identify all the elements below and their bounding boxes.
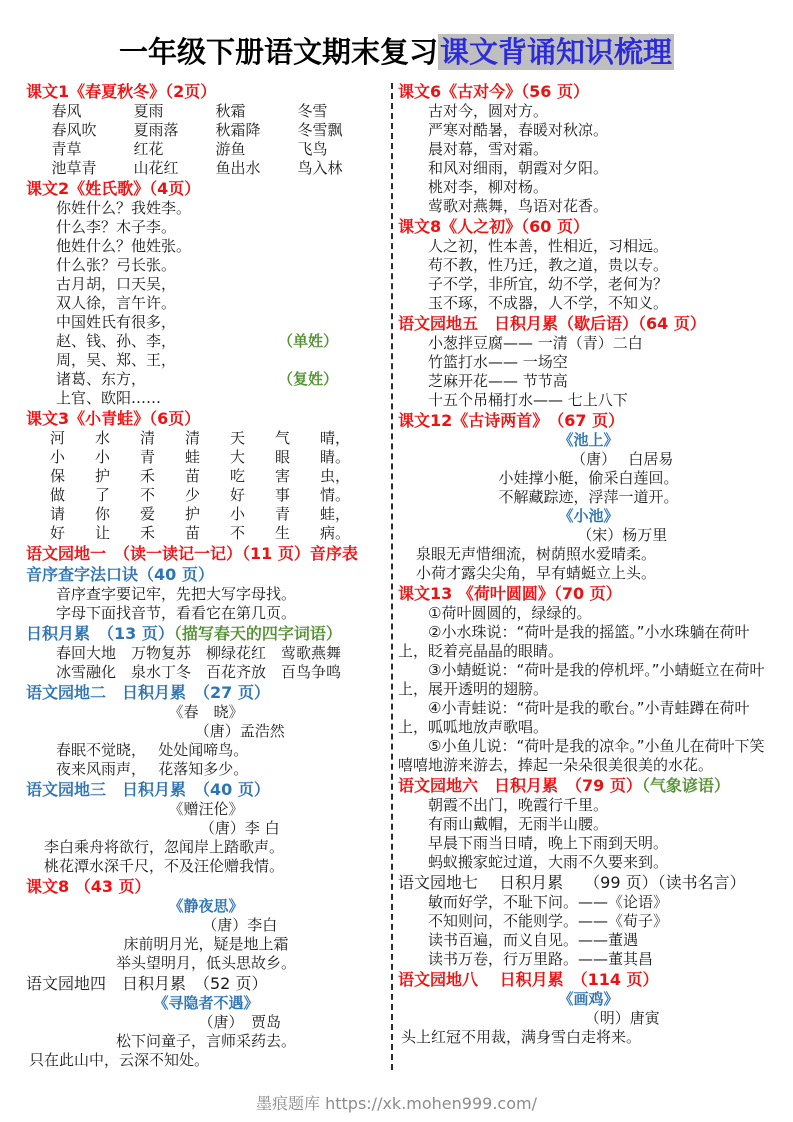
word-cell: 眼 [275, 448, 291, 466]
section-heading-text: （气象谚语） [641, 776, 730, 795]
word-grid-row [26, 159, 386, 178]
word-cell: 青 [275, 505, 291, 523]
word-cell: 清 [185, 429, 201, 447]
word-cell: 小 [50, 448, 66, 466]
section-heading [398, 410, 779, 431]
text-line: ②小水珠说：“荷叶是我的摇篮。”小水珠躺在荷叶上，眨着亮晶晶的眼睛。 [398, 623, 750, 660]
section-heading [398, 216, 779, 237]
text-line: 《画鸡》 [558, 990, 619, 1008]
section-heading [398, 872, 779, 893]
column-right [398, 81, 779, 1070]
section-heading [398, 583, 779, 604]
word-cell: 蛙， [320, 505, 351, 523]
text-line: 《赠汪伦》 [168, 800, 244, 818]
section-heading-text: 课文2《姓氏歌》（4页） [26, 179, 201, 198]
text-line: 小娃撑小艇，偷采白莲回。 [498, 469, 679, 487]
section-heading [26, 682, 386, 703]
word-cell: 红花 [133, 140, 164, 158]
section-heading [26, 178, 386, 199]
word-cell: 不 [230, 524, 246, 542]
watermark-footer: 墨痕题库 https://xk.mohen999.com/ [256, 1094, 537, 1113]
word-cell: 苗 [185, 524, 201, 542]
word-cell: 青 [140, 448, 156, 466]
word-cell: 清 [140, 429, 156, 447]
section [398, 775, 779, 872]
section [26, 564, 386, 623]
word-cell: 好 [50, 524, 66, 542]
two-column-layout [0, 81, 793, 1070]
text-line: ④小青蛙说：“荷叶是我的歌台。”小青蛙蹲在荷叶上，呱呱地放声歌唱。 [398, 699, 750, 736]
section-heading [398, 775, 779, 796]
section [26, 779, 386, 876]
page-title [0, 30, 793, 71]
section [26, 408, 386, 543]
word-cell: 天 [230, 429, 246, 447]
text-line: 晨对幕，雪对霜。 [428, 140, 549, 158]
section-heading-text: 课文8 （43 页） [26, 877, 151, 896]
word-grid-row [26, 448, 386, 467]
text-line: 芝麻开花—— 节节高 [428, 372, 568, 390]
text-line: （唐） 白居易 [571, 450, 674, 468]
section-heading-text: 语文园地三 日积月累 （40 页） [26, 780, 270, 799]
word-cell: 晴， [320, 429, 351, 447]
text-line: 音序查字要记牢，先把大写字母找。 [56, 585, 297, 603]
text-line: （唐） 贾岛 [198, 1013, 281, 1031]
word-cell: 睛。 [320, 448, 351, 466]
text-line: 什么张？弓长张。 [56, 256, 177, 274]
text-line: 松下问童子，言师采药去。 [115, 1032, 296, 1050]
word-cell: 蛙 [185, 448, 201, 466]
word-cell: 小 [95, 448, 111, 466]
text-line: 古对今，圆对方。 [428, 102, 549, 120]
text-line: 冰雪融化 泉水丁冬 百花齐放 百鸟争鸣 [56, 663, 342, 681]
section-heading-text: 课文12《古诗两首》 （67 页） [398, 411, 625, 430]
word-cell: 苗 [185, 467, 201, 485]
section [26, 682, 386, 779]
word-cell: 禾 [140, 467, 156, 485]
text-line: 读书百遍，而义自见。——董遇 [428, 931, 639, 949]
text-line: 子不学，非所宜，幼不学，老何为？ [428, 275, 669, 293]
text-line: 蚂蚁搬家蛇过道，大雨不久要来到。 [428, 853, 669, 871]
section-heading-text: 语文园地七 日积月累 （99 页）（读书名言） [398, 873, 746, 892]
word-cell: 保 [50, 467, 66, 485]
word-grid-row [26, 121, 386, 140]
text-line: （唐）李白 [202, 916, 278, 934]
word-cell: 护 [185, 505, 201, 523]
section [398, 872, 779, 969]
word-cell: 虫， [320, 467, 351, 485]
text-line: 早晨下雨当日晴，晚上下雨到天明。 [428, 834, 669, 852]
text-line: 你姓什么？我姓李。 [56, 199, 192, 217]
section-heading-text: 音序查字法口诀（40 页） [26, 565, 214, 584]
section [26, 178, 386, 408]
text-line: ①荷叶圆圆的，绿绿的。 [428, 604, 592, 622]
word-cell: 你 [95, 505, 111, 523]
text-line: 泉眼无声惜细流，树荫照水爱晴柔。 [401, 545, 657, 563]
text-line: 严寒对酷暑，春暖对秋凉。 [428, 121, 609, 139]
text-line: 《池上》 [558, 431, 619, 449]
word-cell: 鱼出水 [215, 159, 261, 177]
section [26, 623, 386, 682]
text-line: 朝霞不出门，晚霞行千里。 [428, 796, 609, 814]
text-line: 春眠不觉晓， 处处闻啼鸟。 [56, 741, 249, 759]
text-line: 不知则问，不能则学。——《荀子》 [428, 912, 669, 930]
text-line: 字母下面找音节，看看它在第几页。 [56, 604, 297, 622]
section-heading-text: 语文园地二 日积月累 （27 页） [26, 683, 270, 702]
line-text: 诸葛、东方， [56, 370, 147, 388]
text-line: 春回大地 万物复苏 柳绿花红 莺歌燕舞 [56, 644, 342, 662]
text-line: （唐）李 白 [199, 819, 280, 837]
word-grid-row [26, 429, 386, 448]
text-line: 小荷才露尖尖角，早有蜻蜓立上头。 [401, 564, 657, 582]
word-grid-row [26, 524, 386, 543]
word-grid-row [26, 467, 386, 486]
section-heading [26, 623, 386, 644]
section-heading-text: 语文园地一 （读一读记一记）（11 页）音序表 [26, 544, 358, 563]
annotation-green: （复姓） [277, 370, 338, 388]
section [398, 81, 779, 216]
line-text: 赵、钱、孙、李， [56, 332, 177, 350]
word-cell: 病。 [320, 524, 351, 542]
text-line: 上官、欧阳…… [56, 389, 162, 407]
section-heading-text: 课文8《人之初》（60 页） [398, 217, 589, 236]
line-with-annotation [26, 370, 386, 389]
section-heading-text: 语文园地四 日积月累 （52 页） [26, 974, 268, 993]
section-heading [26, 564, 386, 585]
section [398, 313, 779, 410]
word-cell: 事 [275, 486, 291, 504]
page-title-main: 一年级下册语文期末复习 [118, 35, 438, 69]
text-line: （宋）杨万里 [577, 526, 668, 544]
word-cell: 好 [230, 486, 246, 504]
section [26, 973, 386, 1070]
text-line: 夜来风雨声， 花落知多少。 [56, 760, 249, 778]
text-line: 只在此山中，云深不知处。 [29, 1051, 210, 1069]
section-heading [26, 779, 386, 800]
section-heading [26, 876, 386, 897]
word-cell: 护 [95, 467, 111, 485]
text-line: 头上红冠不用裁，满身雪白走将来。 [401, 1028, 642, 1046]
text-line: 桃对李，柳对杨。 [428, 178, 549, 196]
text-line: 小葱拌豆腐—— 一清（青）二白 [428, 334, 643, 352]
word-cell: 请 [50, 505, 66, 523]
text-line: ③小蜻蜓说：“荷叶是我的停机坪。”小蜻蜓立在荷叶上，展开透明的翅膀。 [398, 661, 765, 698]
word-cell: 禾 [140, 524, 156, 542]
text-line: 他姓什么？他姓张。 [56, 237, 192, 255]
text-line: 苟不教，性乃迁，教之道，贵以专。 [428, 256, 669, 274]
word-cell: 气 [275, 429, 291, 447]
text-line: 竹篮打水—— 一场空 [428, 353, 568, 371]
section-heading [26, 973, 386, 994]
section-heading-text: （描写春天的四字词语） [173, 624, 342, 643]
line-with-annotation [26, 332, 386, 351]
word-cell: 青草 [51, 140, 82, 158]
word-cell: 鸟入林 [297, 159, 343, 177]
text-line: 举头望明月，低头思故乡。 [115, 954, 296, 972]
word-cell: 秋霜 [215, 102, 246, 120]
section [398, 410, 779, 583]
word-cell: 夏雨 [133, 102, 164, 120]
word-cell: 冬雪飘 [297, 121, 343, 139]
word-cell: 情。 [320, 486, 351, 504]
word-cell: 夏雨落 [133, 121, 179, 139]
section-heading-text: 日积月累 （13 页） [26, 624, 174, 643]
word-grid-row [26, 140, 386, 159]
text-line: 有雨山戴帽，无雨半山腰。 [428, 815, 609, 833]
text-line: （唐）孟浩然 [194, 722, 285, 740]
section-heading [398, 81, 779, 102]
text-line: 《春 晓》 [168, 703, 244, 721]
column-left [26, 81, 386, 1070]
word-cell: 少 [185, 486, 201, 504]
word-cell: 了 [95, 486, 111, 504]
word-cell: 做 [50, 486, 66, 504]
annotation-green: （单姓） [277, 332, 338, 350]
text-line: 李白乘舟将欲行，忽闻岸上踏歌声。 [29, 838, 285, 856]
word-cell: 飞鸟 [297, 140, 328, 158]
section-heading-text: 课文3《小青蛙》（6页） [26, 409, 201, 428]
text-line: 《静夜思》 [168, 897, 244, 915]
section-heading-text: 语文园地八 日积月累 （114 页） [398, 970, 659, 989]
word-cell: 春风吹 [51, 121, 97, 139]
word-cell: 害 [275, 467, 291, 485]
text-line: 不解藏踪迹，浮萍一道开。 [498, 488, 679, 506]
word-cell: 吃 [230, 467, 246, 485]
word-cell: 不 [140, 486, 156, 504]
section-heading-text: 语文园地六 日积月累 （79 页） [398, 776, 642, 795]
section [26, 543, 386, 564]
text-line: 双人徐，言午许。 [56, 294, 177, 312]
word-cell: 让 [95, 524, 111, 542]
page-title-highlight: 课文背诵知识梳理 [440, 35, 673, 69]
word-cell: 大 [230, 448, 246, 466]
text-line: 和风对细雨，朝霞对夕阳。 [428, 159, 609, 177]
section-heading [398, 969, 779, 990]
word-cell: 池草青 [51, 159, 97, 177]
text-line: 莺歌对燕舞，鸟语对花香。 [428, 197, 609, 215]
text-line: 《小池》 [558, 507, 619, 525]
text-line: 古月胡，口天吴， [56, 275, 177, 293]
section [398, 969, 779, 1047]
section [26, 81, 386, 178]
word-cell: 河 [50, 429, 66, 447]
section [26, 876, 386, 973]
text-line: 玉不琢，不成器，人不学，不知义。 [428, 294, 669, 312]
column-divider-dashed-line [391, 83, 393, 1070]
text-line: 十五个吊桶打水—— 七上八下 [428, 391, 628, 409]
word-cell: 水 [95, 429, 111, 447]
section-heading [26, 408, 386, 429]
section-heading-text: 课文13 《荷叶圆圆》（70 页） [398, 584, 622, 603]
text-line: 《寻隐者不遇》 [153, 994, 259, 1012]
word-grid-row [26, 102, 386, 121]
section-heading [26, 81, 386, 102]
text-line: 床前明月光，疑是地上霜 [123, 935, 289, 953]
text-line: 敏而好学，不耻下问。——《论语》 [428, 893, 669, 911]
text-line: 桃花潭水深千尺，不及汪伦赠我情。 [29, 857, 285, 875]
section [398, 583, 779, 775]
section [398, 216, 779, 313]
word-cell: 爱 [140, 505, 156, 523]
text-line: 什么李？木子李。 [56, 218, 177, 236]
section-heading [26, 543, 386, 564]
text-line: 周，吴、郑、王， [56, 351, 177, 369]
word-grid-row [26, 505, 386, 524]
word-cell: 秋霜降 [215, 121, 261, 139]
section-heading-text: 语文园地五 日积月累（歇后语）（64 页） [398, 314, 706, 333]
text-line: 中国姓氏有很多， [56, 313, 177, 331]
word-grid-row [26, 486, 386, 505]
section-heading-text: 课文6《古对今》（56 页） [398, 82, 589, 101]
word-cell: 游鱼 [215, 140, 246, 158]
text-line: （明）唐寅 [584, 1009, 660, 1027]
text-line: 读书万卷，行万里路。——董其昌 [428, 950, 654, 968]
section-heading [398, 313, 779, 334]
word-cell: 冬雪 [297, 102, 328, 120]
text-line: ⑤小鱼儿说：“荷叶是我的凉伞。”小鱼儿在荷叶下笑嘻嘻地游来游去，捧起一朵朵很美很美的水花。 [398, 737, 765, 774]
section-heading-text: 课文1《春夏秋冬》（2页） [26, 82, 217, 101]
word-cell: 山花红 [133, 159, 179, 177]
word-cell: 春风 [51, 102, 82, 120]
text-line: 人之初，性本善，性相近，习相远。 [428, 237, 669, 255]
word-cell: 小 [230, 505, 246, 523]
word-cell: 生 [275, 524, 291, 542]
